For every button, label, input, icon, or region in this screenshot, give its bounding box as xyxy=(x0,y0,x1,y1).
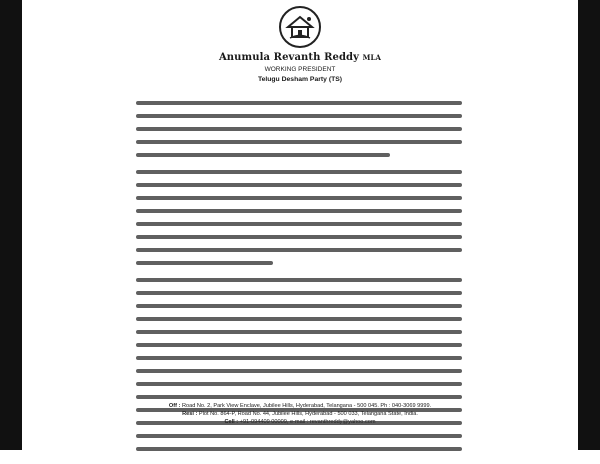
office-address: Off : Road No. 2, Park View Enclave, Jubilee Hills, Hyderabad, Telangana - 500 045. Ph : 040-3069 9999. xyxy=(168,403,432,409)
letterhead-footer xyxy=(0,402,600,426)
letterhead-name: Anumula Revanth Reddy MLA xyxy=(218,52,382,63)
letterhead-role: WORKING PRESIDENT xyxy=(264,66,336,73)
paragraph-2 xyxy=(136,170,462,265)
letterhead-party: Telugu Desham Party (TS) xyxy=(257,76,343,83)
contact-line: Cell : +91-094409 00009, e-mail : revanthreddy@yahoo.com xyxy=(224,419,376,425)
letterhead xyxy=(0,6,600,83)
residence-address: Resi : Plot No. 864-P, Road No. 44, Jubilee Hills, Hyderabad - 500 033, Telangana State, India. xyxy=(182,411,418,417)
party-logo-icon xyxy=(279,6,321,48)
paragraph-1 xyxy=(136,101,462,157)
